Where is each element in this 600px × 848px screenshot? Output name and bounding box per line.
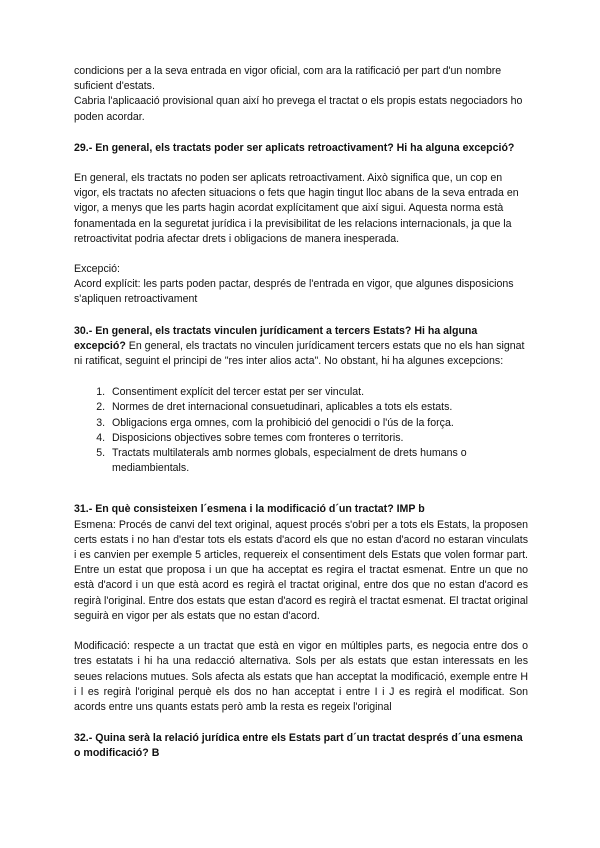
spacer xyxy=(74,369,528,385)
list-item: 1. Consentiment explícit del tercer estat per ser vinculat. xyxy=(108,385,528,400)
list-item: 2. Normes de dret internacional consuetudinari, aplicables a tots els estats. xyxy=(108,400,528,415)
list-item: 4. Disposicions objectives sobre temes com fronteres o territoris. xyxy=(108,431,528,446)
list-item: 5. Tractats multilaterals amb normes globals, especialment de drets humans o mediambientals. xyxy=(108,446,528,476)
question-31-esmena: Esmena: Procés de canvi del text original, aquest procés s'obri per a tots els Estats, la proposen certs estats i no han d'estar tots els estats d'acord els que no estan d'acord no estaran vinculats i es canvien per exemple 5 articles, requereix el consentiment dels Estats que volen formar part. Entre un estat que proposa i un que ha acceptat es regira el tractat esmenat. Entre un que no està d'acord i un que està acord es regirà el tractat original, entre dos que no estan d'acord es regirà l'original. Entre dos estats que estan d'acord es regirà el tractat esmenat. El tractat original seguirà en vigor per als estats que no estan d'acord. xyxy=(74,518,528,622)
list-item: 3. Obligacions erga omnes, com la prohibició del genocidi o l'ús de la força. xyxy=(108,416,528,431)
document-page xyxy=(74,64,528,762)
spacer xyxy=(74,247,528,262)
spacer xyxy=(74,476,528,502)
question-29-answer: En general, els tractats no poden ser aplicats retroactivament. Això significa que, un cop en vigor, els tractats no afecten situacions o fets que hagin tingut lloc abans de la seva entrada en vigor, a menys que les parts hagin acordat explícitament que així sigui. Aquesta norma està fonamentada en la seguretat jurídica i la previsibilitat de les relacions internacionals, ja que la retroactivitat podria afectar drets i obligacions de manera inesperada. xyxy=(74,172,519,245)
question-30-title: 30.- En general, els tractats vinculen jurídicament a tercers Estats? Hi ha alguna excepció? xyxy=(74,324,478,352)
spacer xyxy=(74,624,528,639)
spacer xyxy=(74,308,528,324)
spacer xyxy=(74,125,528,141)
intro-paragraph-2: Cabria l'aplicaació provisional quan així ho prevega el tractat o els propis estats negociadors ho poden acordar. xyxy=(74,95,523,123)
spacer xyxy=(74,156,528,171)
intro-paragraph-1: condicions per a la seva entrada en vigor oficial, com ara la ratificació per part d'un nombre suficient d'estats. xyxy=(74,65,502,93)
question-29-exception-text: Acord explícit: les parts poden pactar, després de l'entrada en vigor, que algunes disposicions s'apliquen retroactivament xyxy=(74,278,514,306)
question-29-exception-label: Excepció: xyxy=(74,263,120,276)
question-30-exceptions-list xyxy=(74,385,528,476)
question-30-paragraph xyxy=(74,324,528,370)
spacer xyxy=(74,715,528,731)
question-32-title: 32.- Quina serà la relació jurídica entre els Estats part d´un tractat després d´una esmena o modificació? B xyxy=(74,732,523,760)
question-31-title: 31.- En què consisteixen l´esmena i la modificació d´un tractat? IMP b xyxy=(74,503,425,516)
question-30-answer: En general, els tractats no vinculen jurídicament tercers estats que no els han signat ni ratificat, seguint el principi de "res inter alios acta". No obstant, hi ha algunes excepcions: xyxy=(74,339,525,368)
question-29-title: 29.- En general, els tractats poder ser aplicats retroactivament? Hi ha alguna excepció? xyxy=(74,141,515,154)
question-31-modificacio: Modificació: respecte a un tractat que està en vigor en múltiples parts, es negocia entre dos o tres estatats i hi ha una redacció alternativa. Sols per als estats que estan interessats en les seues relacions mutues. Sols afecta als estats que han acceptat la modificació, exemple entre H i l es regirà l'original perquè els dos no han acceptat i entre I i J es regirà el modificat. Son acords entre uns quants estats però amb la resta es regeix l'original xyxy=(74,640,528,713)
